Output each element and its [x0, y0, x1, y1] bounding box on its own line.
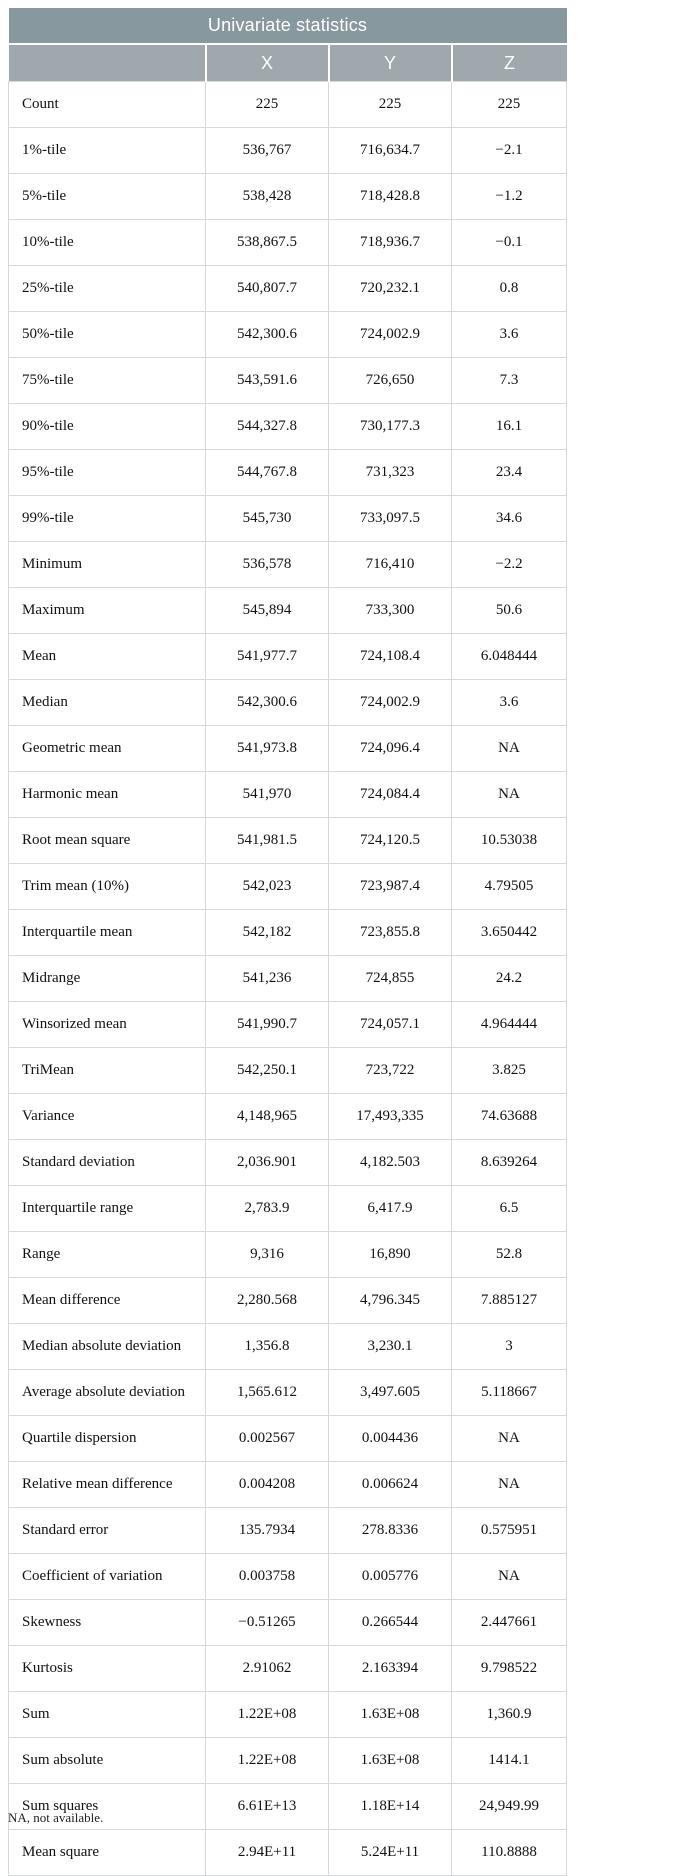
cell-y: 724,084.4 [329, 772, 452, 818]
row-label: Sum squares [9, 1784, 206, 1830]
cell-z: 24,949.99 [452, 1784, 567, 1830]
cell-x: 6.61E+13 [206, 1784, 329, 1830]
row-label: 5%-tile [9, 174, 206, 220]
table-row [9, 726, 567, 772]
table-footnote: NA, not available. [8, 1810, 104, 1825]
cell-x: 541,236 [206, 956, 329, 1002]
cell-x: 541,981.5 [206, 818, 329, 864]
cell-y: 724,108.4 [329, 634, 452, 680]
row-label: Trim mean (10%) [9, 864, 206, 910]
cell-y: 716,410 [329, 542, 452, 588]
cell-z: 3.6 [452, 312, 567, 358]
cell-z: 24.2 [452, 956, 567, 1002]
cell-z: 50.6 [452, 588, 567, 634]
cell-x: 2,280.568 [206, 1278, 329, 1324]
row-label: 50%-tile [9, 312, 206, 358]
cell-y: 3,497.605 [329, 1370, 452, 1416]
row-label: 90%-tile [9, 404, 206, 450]
cell-x: 545,730 [206, 496, 329, 542]
cell-z: 4.79505 [452, 864, 567, 910]
cell-z: 2.447661 [452, 1600, 567, 1646]
cell-z: 16.1 [452, 404, 567, 450]
cell-x: 542,250.1 [206, 1048, 329, 1094]
cell-x: 540,807.7 [206, 266, 329, 312]
cell-y: 17,493,335 [329, 1094, 452, 1140]
column-header-empty [9, 44, 206, 82]
table-row [9, 1830, 567, 1876]
table-row [9, 312, 567, 358]
column-header-z: Z [452, 44, 567, 82]
row-label: Geometric mean [9, 726, 206, 772]
cell-z: 8.639264 [452, 1140, 567, 1186]
table-row [9, 1646, 567, 1692]
cell-z: 74.63688 [452, 1094, 567, 1140]
table-row [9, 1094, 567, 1140]
row-label: Count [9, 82, 206, 128]
table-row [9, 1738, 567, 1784]
row-label: Root mean square [9, 818, 206, 864]
cell-y: 4,182.503 [329, 1140, 452, 1186]
cell-y: 724,002.9 [329, 312, 452, 358]
cell-y: 1.18E+14 [329, 1784, 452, 1830]
cell-z: −1.2 [452, 174, 567, 220]
row-label: 10%-tile [9, 220, 206, 266]
cell-y: 733,300 [329, 588, 452, 634]
table-row [9, 956, 567, 1002]
table-row [9, 1600, 567, 1646]
row-label: Skewness [9, 1600, 206, 1646]
cell-x: 538,867.5 [206, 220, 329, 266]
cell-z: 5.118667 [452, 1370, 567, 1416]
cell-x: 544,327.8 [206, 404, 329, 450]
table-row [9, 1140, 567, 1186]
row-label: Maximum [9, 588, 206, 634]
cell-x: 1.22E+08 [206, 1692, 329, 1738]
table-row [9, 1232, 567, 1278]
cell-z: 1414.1 [452, 1738, 567, 1784]
table-row [9, 772, 567, 818]
cell-y: 723,722 [329, 1048, 452, 1094]
column-header-y: Y [329, 44, 452, 82]
row-label: 95%-tile [9, 450, 206, 496]
cell-z: 52.8 [452, 1232, 567, 1278]
cell-x: 541,977.7 [206, 634, 329, 680]
cell-z: 3 [452, 1324, 567, 1370]
row-label: Interquartile mean [9, 910, 206, 956]
cell-y: 724,855 [329, 956, 452, 1002]
row-label: Minimum [9, 542, 206, 588]
row-label: 75%-tile [9, 358, 206, 404]
cell-z: 7.3 [452, 358, 567, 404]
cell-y: 5.24E+11 [329, 1830, 452, 1876]
table-row [9, 542, 567, 588]
cell-x: 1.22E+08 [206, 1738, 329, 1784]
cell-z: 0.8 [452, 266, 567, 312]
table-row [9, 1370, 567, 1416]
row-label: Winsorized mean [9, 1002, 206, 1048]
cell-z: 225 [452, 82, 567, 128]
cell-y: 724,057.1 [329, 1002, 452, 1048]
table-row [9, 496, 567, 542]
cell-y: 731,323 [329, 450, 452, 496]
cell-x: 543,591.6 [206, 358, 329, 404]
cell-y: 16,890 [329, 1232, 452, 1278]
row-label: Harmonic mean [9, 772, 206, 818]
cell-x: 542,182 [206, 910, 329, 956]
cell-x: 544,767.8 [206, 450, 329, 496]
cell-x: 0.004208 [206, 1462, 329, 1508]
cell-y: 1.63E+08 [329, 1738, 452, 1784]
table-row [9, 1324, 567, 1370]
cell-z: 0.575951 [452, 1508, 567, 1554]
cell-y: 723,855.8 [329, 910, 452, 956]
row-label: Midrange [9, 956, 206, 1002]
cell-x: 542,300.6 [206, 312, 329, 358]
cell-z: NA [452, 726, 567, 772]
row-label: 99%-tile [9, 496, 206, 542]
cell-y: 0.266544 [329, 1600, 452, 1646]
row-label: Mean square [9, 1830, 206, 1876]
row-label: Interquartile range [9, 1186, 206, 1232]
cell-x: 0.003758 [206, 1554, 329, 1600]
table-row [9, 1554, 567, 1600]
cell-x: 2.91062 [206, 1646, 329, 1692]
cell-x: 1,356.8 [206, 1324, 329, 1370]
row-label: Sum [9, 1692, 206, 1738]
cell-z: 6.048444 [452, 634, 567, 680]
cell-y: 724,120.5 [329, 818, 452, 864]
table-column-header-row [9, 44, 567, 82]
row-label: Range [9, 1232, 206, 1278]
table-row [9, 358, 567, 404]
cell-y: 0.004436 [329, 1416, 452, 1462]
cell-z: 110.8888 [452, 1830, 567, 1876]
cell-x: 2,036.901 [206, 1140, 329, 1186]
cell-x: 541,990.7 [206, 1002, 329, 1048]
row-label: Mean difference [9, 1278, 206, 1324]
table-row [9, 1002, 567, 1048]
row-label: Quartile dispersion [9, 1416, 206, 1462]
cell-y: 724,096.4 [329, 726, 452, 772]
table-row [9, 1278, 567, 1324]
cell-z: 1,360.9 [452, 1692, 567, 1738]
cell-x: 4,148,965 [206, 1094, 329, 1140]
cell-y: 4,796.345 [329, 1278, 452, 1324]
table-title: Univariate statistics [9, 8, 567, 44]
row-label: Variance [9, 1094, 206, 1140]
cell-z: −0.1 [452, 220, 567, 266]
row-label: Median [9, 680, 206, 726]
table-row [9, 1462, 567, 1508]
table-row [9, 910, 567, 956]
cell-z: NA [452, 1554, 567, 1600]
row-label: Standard deviation [9, 1140, 206, 1186]
table-row [9, 174, 567, 220]
cell-y: 225 [329, 82, 452, 128]
table-title-row [9, 8, 567, 44]
cell-y: 726,650 [329, 358, 452, 404]
row-label: 1%-tile [9, 128, 206, 174]
cell-z: NA [452, 772, 567, 818]
cell-z: 3.6 [452, 680, 567, 726]
cell-x: 225 [206, 82, 329, 128]
table-row [9, 404, 567, 450]
cell-z: 3.825 [452, 1048, 567, 1094]
cell-x: 1,565.612 [206, 1370, 329, 1416]
cell-z: 7.885127 [452, 1278, 567, 1324]
table-row [9, 1186, 567, 1232]
table-row [9, 588, 567, 634]
cell-x: 0.002567 [206, 1416, 329, 1462]
cell-x: 2.94E+11 [206, 1830, 329, 1876]
cell-y: 716,634.7 [329, 128, 452, 174]
cell-y: 0.005776 [329, 1554, 452, 1600]
row-label: Average absolute deviation [9, 1370, 206, 1416]
table-row [9, 266, 567, 312]
table-row [9, 1416, 567, 1462]
cell-y: 278.8336 [329, 1508, 452, 1554]
cell-y: 718,936.7 [329, 220, 452, 266]
cell-y: 3,230.1 [329, 1324, 452, 1370]
row-label: Relative mean difference [9, 1462, 206, 1508]
table-row [9, 864, 567, 910]
table-row [9, 82, 567, 128]
table-body [9, 82, 567, 1876]
cell-z: 23.4 [452, 450, 567, 496]
cell-z: 10.53038 [452, 818, 567, 864]
cell-x: −0.51265 [206, 1600, 329, 1646]
cell-z: 9.798522 [452, 1646, 567, 1692]
table-row [9, 220, 567, 266]
univariate-statistics-table [8, 8, 567, 1876]
table-row [9, 680, 567, 726]
table-row [9, 1692, 567, 1738]
cell-x: 538,428 [206, 174, 329, 220]
cell-y: 720,232.1 [329, 266, 452, 312]
table-row [9, 818, 567, 864]
cell-x: 135.7934 [206, 1508, 329, 1554]
cell-z: −2.1 [452, 128, 567, 174]
row-label: 25%-tile [9, 266, 206, 312]
cell-z: 34.6 [452, 496, 567, 542]
table-row [9, 450, 567, 496]
row-label: Coefficient of variation [9, 1554, 206, 1600]
cell-y: 0.006624 [329, 1462, 452, 1508]
row-label: Sum absolute [9, 1738, 206, 1784]
cell-y: 733,097.5 [329, 496, 452, 542]
cell-x: 9,316 [206, 1232, 329, 1278]
row-label: Standard error [9, 1508, 206, 1554]
row-label: Mean [9, 634, 206, 680]
cell-y: 730,177.3 [329, 404, 452, 450]
cell-x: 536,578 [206, 542, 329, 588]
cell-z: 3.650442 [452, 910, 567, 956]
cell-x: 541,970 [206, 772, 329, 818]
cell-x: 2,783.9 [206, 1186, 329, 1232]
cell-x: 545,894 [206, 588, 329, 634]
row-label: Kurtosis [9, 1646, 206, 1692]
cell-z: NA [452, 1416, 567, 1462]
cell-y: 2.163394 [329, 1646, 452, 1692]
cell-x: 542,300.6 [206, 680, 329, 726]
cell-y: 718,428.8 [329, 174, 452, 220]
table-row [9, 1508, 567, 1554]
cell-z: NA [452, 1462, 567, 1508]
table-row [9, 1048, 567, 1094]
cell-y: 1.63E+08 [329, 1692, 452, 1738]
cell-z: 6.5 [452, 1186, 567, 1232]
univariate-statistics-table-container [8, 8, 566, 1876]
column-header-x: X [206, 44, 329, 82]
cell-x: 536,767 [206, 128, 329, 174]
cell-y: 6,417.9 [329, 1186, 452, 1232]
cell-x: 542,023 [206, 864, 329, 910]
cell-x: 541,973.8 [206, 726, 329, 772]
table-row [9, 128, 567, 174]
cell-z: 4.964444 [452, 1002, 567, 1048]
cell-y: 723,987.4 [329, 864, 452, 910]
cell-y: 724,002.9 [329, 680, 452, 726]
table-row [9, 634, 567, 680]
row-label: Median absolute deviation [9, 1324, 206, 1370]
cell-z: −2.2 [452, 542, 567, 588]
row-label: TriMean [9, 1048, 206, 1094]
